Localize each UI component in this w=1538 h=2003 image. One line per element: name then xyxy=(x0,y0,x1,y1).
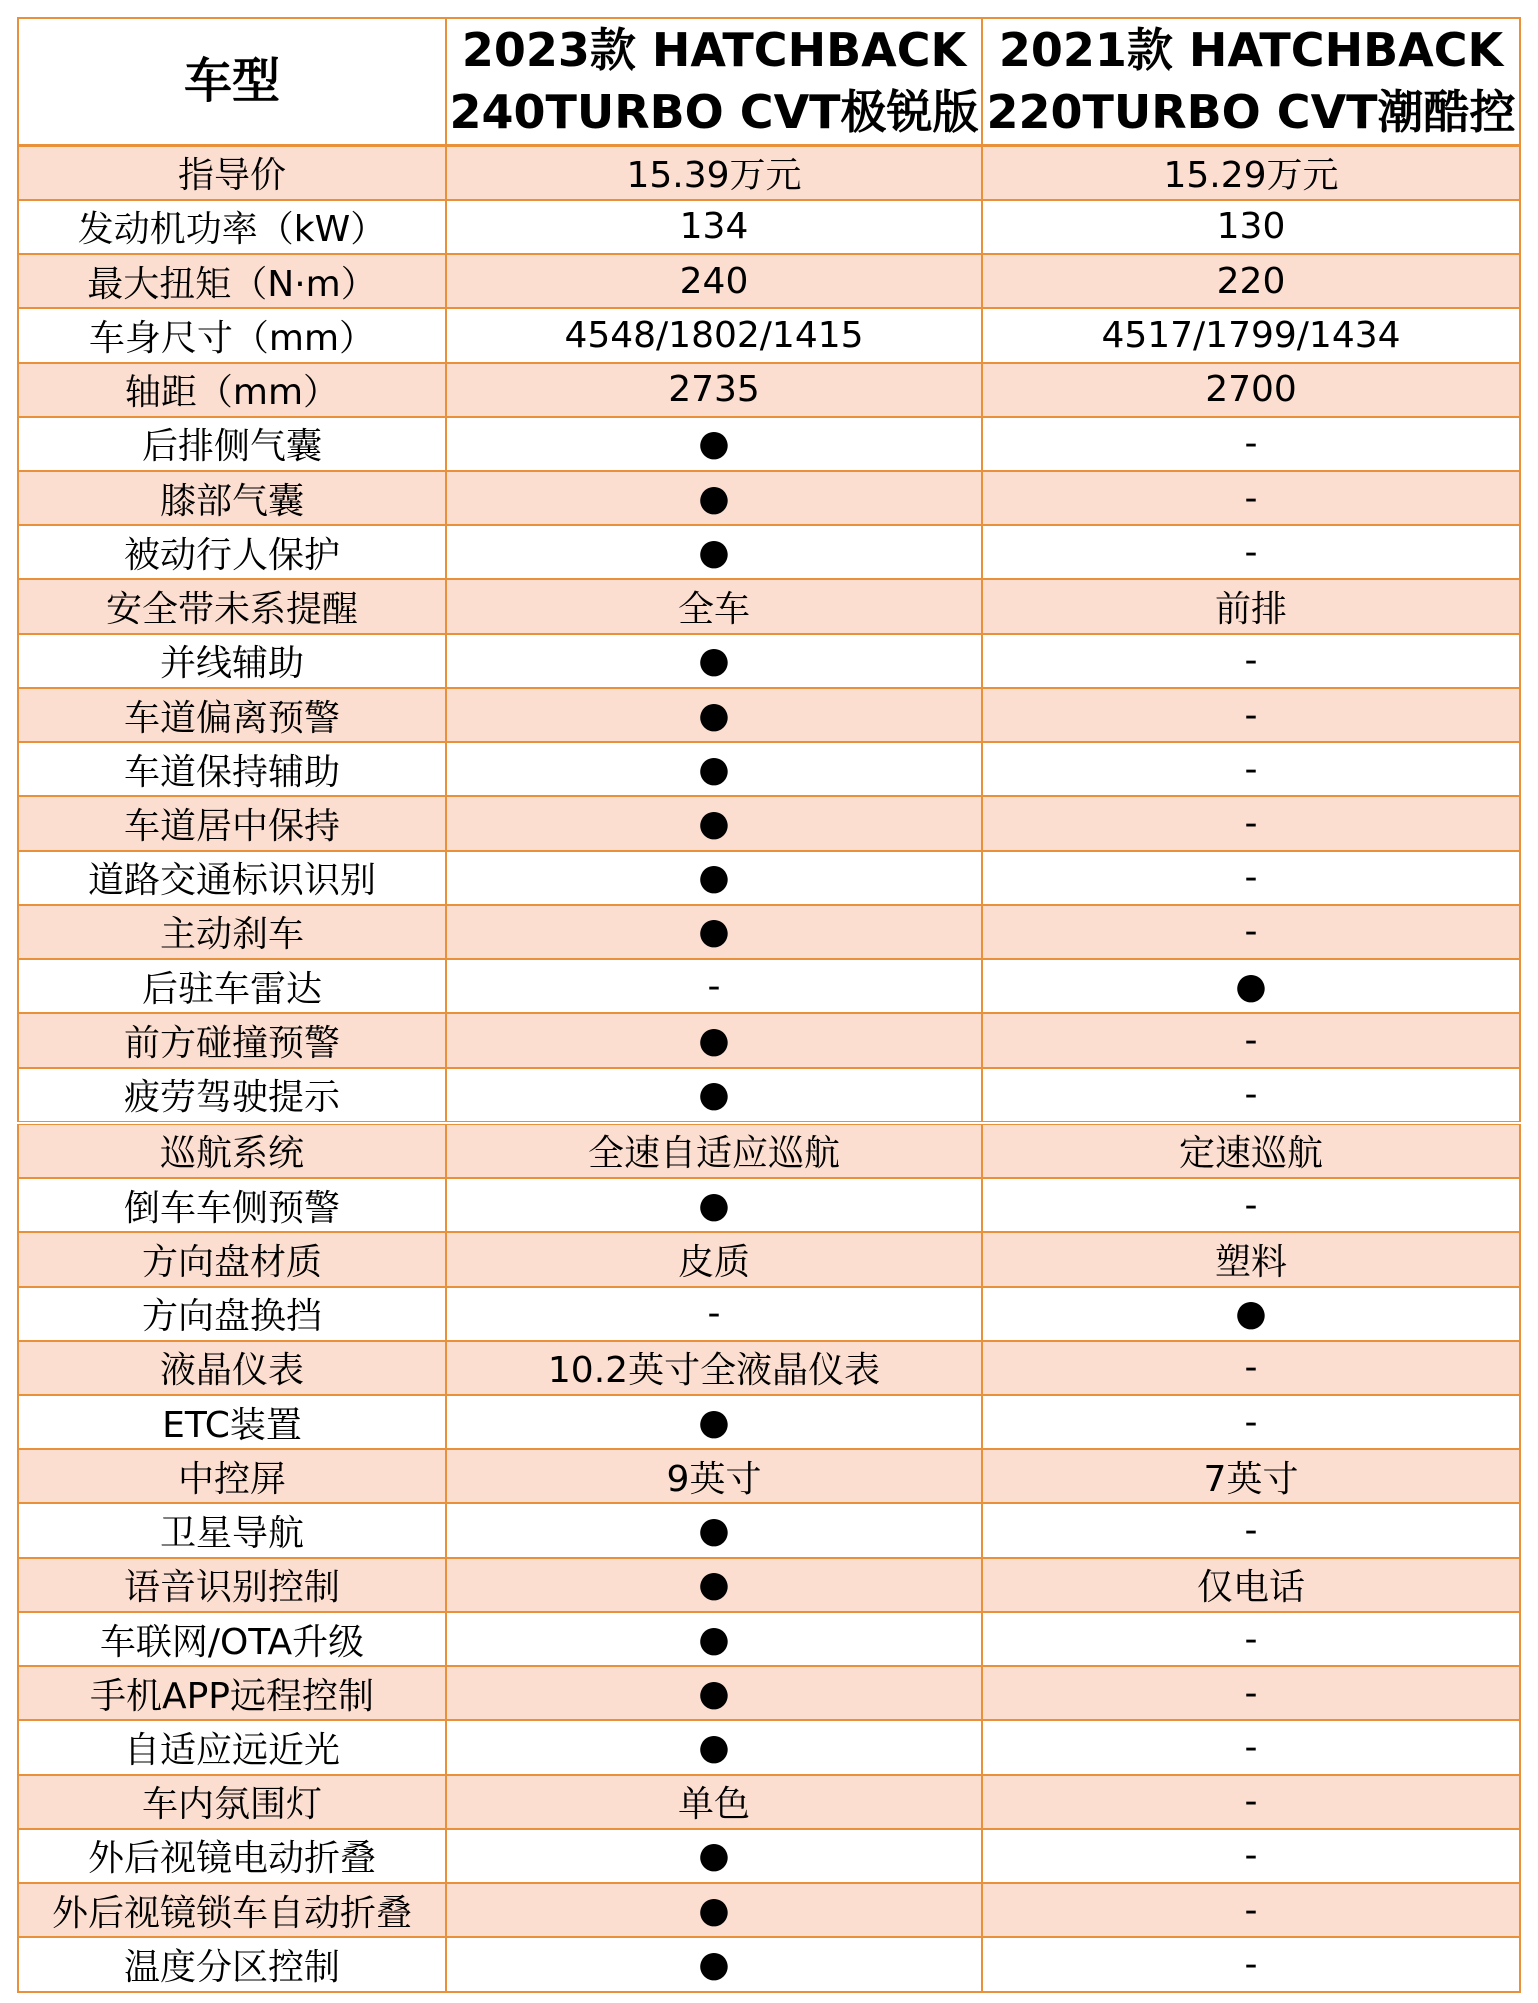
value-2021: - xyxy=(982,1937,1520,1992)
model-2021-line2: 220TURBO CVT潮酷控 xyxy=(986,85,1516,140)
value-2021: - xyxy=(982,471,1520,525)
value-2023: ● xyxy=(446,742,982,796)
row-label: 外后视镜电动折叠 xyxy=(18,1829,446,1883)
row-label: 后排侧气囊 xyxy=(18,417,446,471)
value-2021: 15.29万元 xyxy=(982,145,1520,200)
value-2023: 240 xyxy=(446,254,982,308)
value-2021: - xyxy=(982,1829,1520,1883)
table-row xyxy=(18,634,1520,688)
table-row xyxy=(18,363,1520,417)
value-2023: ● xyxy=(446,525,982,579)
value-2021: - xyxy=(982,688,1520,742)
table-row xyxy=(18,1612,1520,1666)
value-2023: ● xyxy=(446,1666,982,1720)
value-2021: - xyxy=(982,1395,1520,1449)
value-2021: - xyxy=(982,417,1520,471)
value-2023: ● xyxy=(446,1558,982,1612)
value-2021: - xyxy=(982,796,1520,850)
value-2023: 全车 xyxy=(446,579,982,633)
value-2021: ● xyxy=(982,959,1520,1013)
table-row xyxy=(18,1178,1520,1232)
value-2021: - xyxy=(982,1341,1520,1395)
value-2023: - xyxy=(446,959,982,1013)
table-row xyxy=(18,254,1520,308)
row-label: 后驻车雷达 xyxy=(18,959,446,1013)
row-label: 道路交通标识识别 xyxy=(18,851,446,905)
row-label: 车内氛围灯 xyxy=(18,1775,446,1829)
value-2021: - xyxy=(982,742,1520,796)
value-2021: 塑料 xyxy=(982,1232,1520,1286)
row-label: 车道居中保持 xyxy=(18,796,446,850)
table-row xyxy=(18,1937,1520,1992)
model-2021-line1: 2021款 HATCHBACK xyxy=(998,23,1504,78)
spec-comparison-table xyxy=(17,17,1521,1993)
value-2023: 4548/1802/1415 xyxy=(446,308,982,362)
row-label: 膝部气囊 xyxy=(18,471,446,525)
value-2023: 皮质 xyxy=(446,1232,982,1286)
row-label: 外后视镜锁车自动折叠 xyxy=(18,1883,446,1937)
model-2023-header xyxy=(446,18,982,145)
value-2023: 全速自适应巡航 xyxy=(446,1123,982,1178)
value-2021: - xyxy=(982,851,1520,905)
value-2023: 134 xyxy=(446,200,982,254)
value-2021: - xyxy=(982,1068,1520,1123)
value-2021: 定速巡航 xyxy=(982,1123,1520,1178)
model-2023-line2: 240TURBO CVT极锐版 xyxy=(449,85,979,140)
row-label: 车道保持辅助 xyxy=(18,742,446,796)
value-2023: - xyxy=(446,1287,982,1341)
value-2023: ● xyxy=(446,1395,982,1449)
value-2023: 10.2英寸全液晶仪表 xyxy=(446,1341,982,1395)
row-label: 轴距（mm） xyxy=(18,363,446,417)
row-label: 疲劳驾驶提示 xyxy=(18,1068,446,1123)
value-2023: ● xyxy=(446,471,982,525)
row-label: 中控屏 xyxy=(18,1449,446,1503)
row-label: 被动行人保护 xyxy=(18,525,446,579)
value-2023: ● xyxy=(446,796,982,850)
table-row xyxy=(18,525,1520,579)
value-2023: 9英寸 xyxy=(446,1449,982,1503)
row-label: 前方碰撞预警 xyxy=(18,1013,446,1067)
value-2021: - xyxy=(982,1883,1520,1937)
value-2021: - xyxy=(982,1013,1520,1067)
value-2023: ● xyxy=(446,905,982,959)
row-label: 倒车车侧预警 xyxy=(18,1178,446,1232)
value-2021: 仅电话 xyxy=(982,1558,1520,1612)
value-2023: ● xyxy=(446,1883,982,1937)
table-row xyxy=(18,1395,1520,1449)
row-label: ETC装置 xyxy=(18,1395,446,1449)
value-2023: ● xyxy=(446,851,982,905)
table-row xyxy=(18,1287,1520,1341)
value-2023: ● xyxy=(446,1013,982,1067)
row-label: 巡航系统 xyxy=(18,1123,446,1178)
value-2021: - xyxy=(982,905,1520,959)
table-row xyxy=(18,1720,1520,1774)
value-2023: 2735 xyxy=(446,363,982,417)
value-2023: ● xyxy=(446,1720,982,1774)
table-row xyxy=(18,1449,1520,1503)
value-2021: - xyxy=(982,1178,1520,1232)
row-label: 指导价 xyxy=(18,145,446,200)
row-label: 发动机功率（kW） xyxy=(18,200,446,254)
value-2021: - xyxy=(982,1612,1520,1666)
table-row xyxy=(18,959,1520,1013)
table-row xyxy=(18,308,1520,362)
row-label: 温度分区控制 xyxy=(18,1937,446,1992)
value-2023: ● xyxy=(446,1178,982,1232)
table-row xyxy=(18,1068,1520,1123)
table-row xyxy=(18,1232,1520,1286)
table-row xyxy=(18,1666,1520,1720)
table-row xyxy=(18,1123,1520,1178)
row-label: 自适应远近光 xyxy=(18,1720,446,1774)
table-row xyxy=(18,471,1520,525)
table-row xyxy=(18,200,1520,254)
value-2023: ● xyxy=(446,1612,982,1666)
value-2021: 2700 xyxy=(982,363,1520,417)
row-label: 主动刹车 xyxy=(18,905,446,959)
table-row xyxy=(18,1013,1520,1067)
header-label: 车型 xyxy=(18,18,446,145)
value-2021: - xyxy=(982,1775,1520,1829)
value-2023: ● xyxy=(446,688,982,742)
row-label: 语音识别控制 xyxy=(18,1558,446,1612)
table-row xyxy=(18,1558,1520,1612)
table-row xyxy=(18,417,1520,471)
table-row xyxy=(18,145,1520,200)
value-2021: - xyxy=(982,1666,1520,1720)
value-2021: ● xyxy=(982,1287,1520,1341)
row-label: 车联网/OTA升级 xyxy=(18,1612,446,1666)
table-row xyxy=(18,742,1520,796)
table-row xyxy=(18,1829,1520,1883)
row-label: 液晶仪表 xyxy=(18,1341,446,1395)
value-2023: 15.39万元 xyxy=(446,145,982,200)
value-2023: 单色 xyxy=(446,1775,982,1829)
table-row xyxy=(18,1341,1520,1395)
model-2023-line1: 2023款 HATCHBACK xyxy=(461,23,967,78)
row-label: 车道偏离预警 xyxy=(18,688,446,742)
table-row xyxy=(18,905,1520,959)
row-label: 方向盘换挡 xyxy=(18,1287,446,1341)
table-row xyxy=(18,688,1520,742)
value-2021: 130 xyxy=(982,200,1520,254)
value-2023: ● xyxy=(446,634,982,688)
table-row xyxy=(18,1883,1520,1937)
value-2021: - xyxy=(982,1503,1520,1557)
value-2021: 4517/1799/1434 xyxy=(982,308,1520,362)
table-row xyxy=(18,579,1520,633)
value-2023: ● xyxy=(446,1068,982,1123)
value-2021: - xyxy=(982,634,1520,688)
header-row xyxy=(18,18,1520,145)
value-2023: ● xyxy=(446,1829,982,1883)
row-label: 车身尺寸（mm） xyxy=(18,308,446,362)
table-row xyxy=(18,1503,1520,1557)
table-row xyxy=(18,1775,1520,1829)
table-row xyxy=(18,851,1520,905)
row-label: 并线辅助 xyxy=(18,634,446,688)
value-2021: 220 xyxy=(982,254,1520,308)
row-label: 卫星导航 xyxy=(18,1503,446,1557)
row-label: 手机APP远程控制 xyxy=(18,1666,446,1720)
value-2023: ● xyxy=(446,1937,982,1992)
row-label: 安全带未系提醒 xyxy=(18,579,446,633)
value-2021: - xyxy=(982,1720,1520,1774)
value-2023: ● xyxy=(446,1503,982,1557)
value-2021: - xyxy=(982,525,1520,579)
row-label: 方向盘材质 xyxy=(18,1232,446,1286)
value-2021: 前排 xyxy=(982,579,1520,633)
row-label: 最大扭矩（N·m） xyxy=(18,254,446,308)
table-row xyxy=(18,796,1520,850)
model-2021-header xyxy=(982,18,1520,145)
value-2023: ● xyxy=(446,417,982,471)
value-2021: 7英寸 xyxy=(982,1449,1520,1503)
